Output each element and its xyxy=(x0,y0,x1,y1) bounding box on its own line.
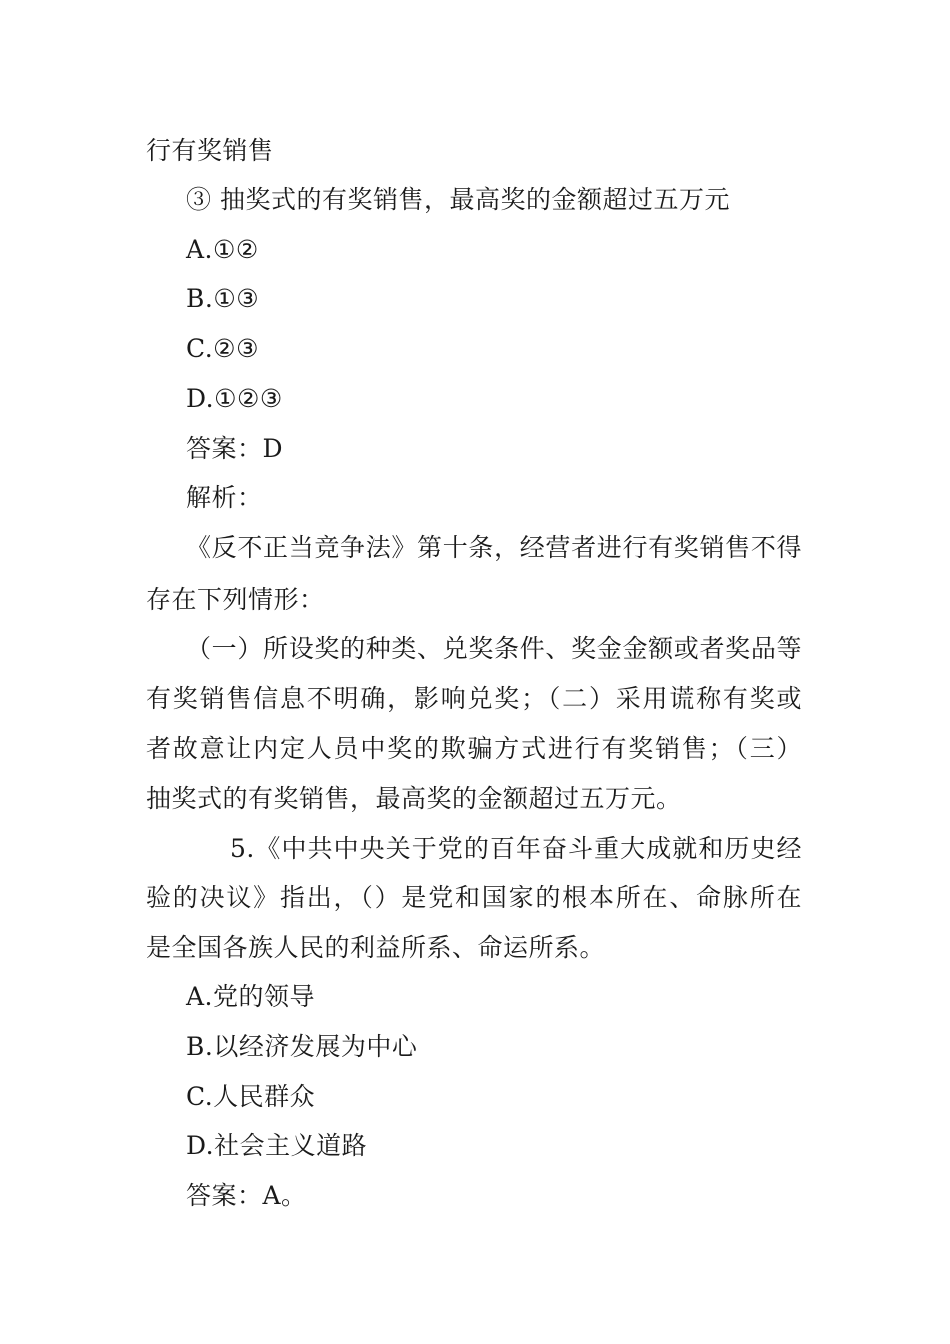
explanation-line-5: 者故意让内定人员中奖的欺骗方式进行有奖销售；（三） xyxy=(146,734,802,763)
question-4-statement-3: ③ 抽奖式的有奖销售，最高奖的金额超过五万元 xyxy=(186,185,730,214)
question-5-stem-line-1: 5.《中共中央关于党的百年奋斗重大成就和历史经 xyxy=(230,834,802,863)
question-5-option-b: B.以经济发展为中心 xyxy=(186,1032,418,1061)
question-4-answer: 答案：D xyxy=(186,434,284,463)
question-5-stem-line-3: 是全国各族人民的利益所系、命运所系。 xyxy=(146,933,606,962)
explanation-line-2: 存在下列情形： xyxy=(146,585,325,614)
explanation-line-1: 《反不正当竞争法》第十条，经营者进行有奖销售不得 xyxy=(186,533,802,562)
question-5-stem-line-2: 验的决议》指出，（）是党和国家的根本所在、命脉所在 xyxy=(146,883,802,912)
question-5-option-c: C.人民群众 xyxy=(186,1082,316,1111)
question-5-answer: 答案：A。 xyxy=(186,1181,307,1210)
question-5-option-a: A.党的领导 xyxy=(186,982,316,1011)
question-5-option-d: D.社会主义道路 xyxy=(186,1131,368,1160)
question-4-stem-continuation: 行有奖销售 xyxy=(146,136,274,165)
question-4-option-b: B.①③ xyxy=(186,284,260,313)
question-4-option-d: D.①②③ xyxy=(186,384,283,413)
explanation-line-6: 抽奖式的有奖销售，最高奖的金额超过五万元。 xyxy=(146,784,682,813)
question-4-option-c: C.②③ xyxy=(186,334,260,363)
explanation-line-4: 有奖销售信息不明确，影响兑奖；（二）采用谎称有奖或 xyxy=(146,684,802,713)
question-4-option-a: A.①② xyxy=(186,235,259,264)
explanation-line-3: （一）所设奖的种类、兑奖条件、奖金金额或者奖品等 xyxy=(186,634,802,663)
question-4-explanation-label: 解析： xyxy=(186,483,263,512)
